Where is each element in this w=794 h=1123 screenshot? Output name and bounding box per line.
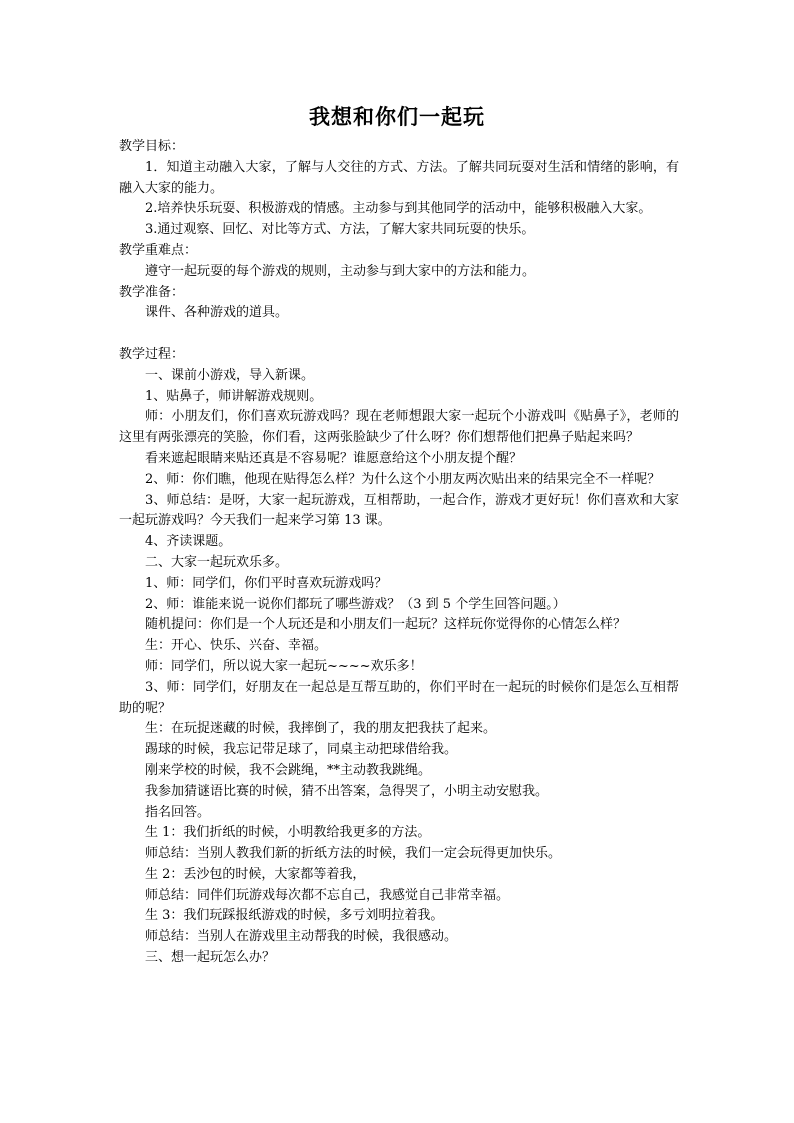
paragraph: 教学过程： [119,346,185,362]
paragraph: 二、大家一起玩欢乐多。 [145,554,289,570]
paragraph: 看来遮起眼睛来贴还真是不容易呢？谁愿意给这个小朋友提个醒？ [145,450,523,466]
paragraph: 1、师：同学们，你们平时喜欢玩游戏吗？ [145,575,388,591]
paragraph: 三、想一起玩怎么办？ [145,950,276,966]
paragraph: 师总结：当别人在游戏里主动帮我的时候，我很感动。 [145,929,458,945]
document-title: 我想和你们一起玩 [309,104,485,129]
paragraph: 生：开心、快乐、兴奋、幸福。 [145,638,328,654]
paragraph: 遵守一起玩耍的每个游戏的规则，主动参与到大家中的方法和能力。 [145,263,536,279]
paragraph: 一、课前小游戏，导入新课。 [145,367,315,383]
paragraph: 4、齐读课题。 [145,534,232,550]
paragraph: 2、师：谁能来说一说你们都玩了哪些游戏？（3 到 5 个学生回答问题。） [145,596,566,612]
document-body [119,137,679,969]
paragraph: 3、师总结：是呀，大家一起玩游戏，互相帮助，一起合作，游戏才更好玩！你们喜欢和大家一起玩游戏吗？今天我们一起来学习第 13 课。 [119,492,679,529]
paragraph [119,324,679,345]
paragraph: 2、师：你们瞧，他现在贴得怎么样？为什么这个小朋友两次贴出来的结果完全不一样呢？ [145,471,661,487]
paragraph: 生 3：我们玩踩报纸游戏的时候，多亏刘明拉着我。 [145,908,444,924]
paragraph: 踢球的时候，我忘记带足球了，同桌主动把球借给我。 [145,742,458,758]
paragraph: 1、贴鼻子，师讲解游戏规则。 [145,388,323,404]
paragraph: 生 1：我们折纸的时候，小明教给我更多的方法。 [145,825,431,841]
paragraph: 1．知道主动融入大家，了解与人交往的方式、方法。了解共同玩耍对生活和情绪的影响，有融入大家的能力。 [119,159,679,196]
paragraph: 随机提问：你们是一个人玩还是和小朋友们一起玩？这样玩你觉得你的心情怎么样？ [145,617,627,633]
paragraph: 教学准备： [119,284,185,300]
paragraph: 3.通过观察、回忆、对比等方式、方法，了解大家共同玩耍的快乐。 [145,222,535,238]
paragraph: 3、师：同学们，好朋友在一起总是互帮互助的，你们平时在一起玩的时候你们是怎么互相帮助的呢？ [119,679,679,716]
paragraph: 师总结：同伴们玩游戏每次都不忘自己，我感觉自己非常幸福。 [145,887,510,903]
paragraph: 课件、各种游戏的道具。 [145,305,289,321]
paragraph: 师：同学们，所以说大家一起玩~~~~欢乐多！ [145,658,423,674]
paragraph: 指名回答。 [145,804,211,820]
paragraph: 2.培养快乐玩耍、积极游戏的情感。主动参与到其他同学的活动中，能够积极融入大家。 [145,201,652,217]
paragraph: 我参加猜谜语比赛的时候，猜不出答案，急得哭了，小明主动安慰我。 [145,783,549,799]
paragraph: 教学目标： [119,139,185,154]
paragraph: 生：在玩捉迷藏的时候，我摔倒了，我的朋友把我扶了起来。 [145,721,497,737]
paragraph: 教学重难点： [119,242,198,258]
paragraph: 师总结：当别人教我们新的折纸方法的时候，我们一定会玩得更加快乐。 [145,846,562,862]
paragraph: 师：小朋友们，你们喜欢玩游戏吗？现在老师想跟大家一起玩个小游戏叫《贴鼻子》，老师的这里有两张漂亮的笑脸，你们看，这两张脸缺少了什么呀？你们想帮他们把鼻子贴起来吗？ [119,409,679,446]
paragraph: 刚来学校的时候，我不会跳绳，**主动教我跳绳。 [145,762,432,778]
paragraph: 生 2：丢沙包的时候，大家都等着我， [145,866,366,882]
